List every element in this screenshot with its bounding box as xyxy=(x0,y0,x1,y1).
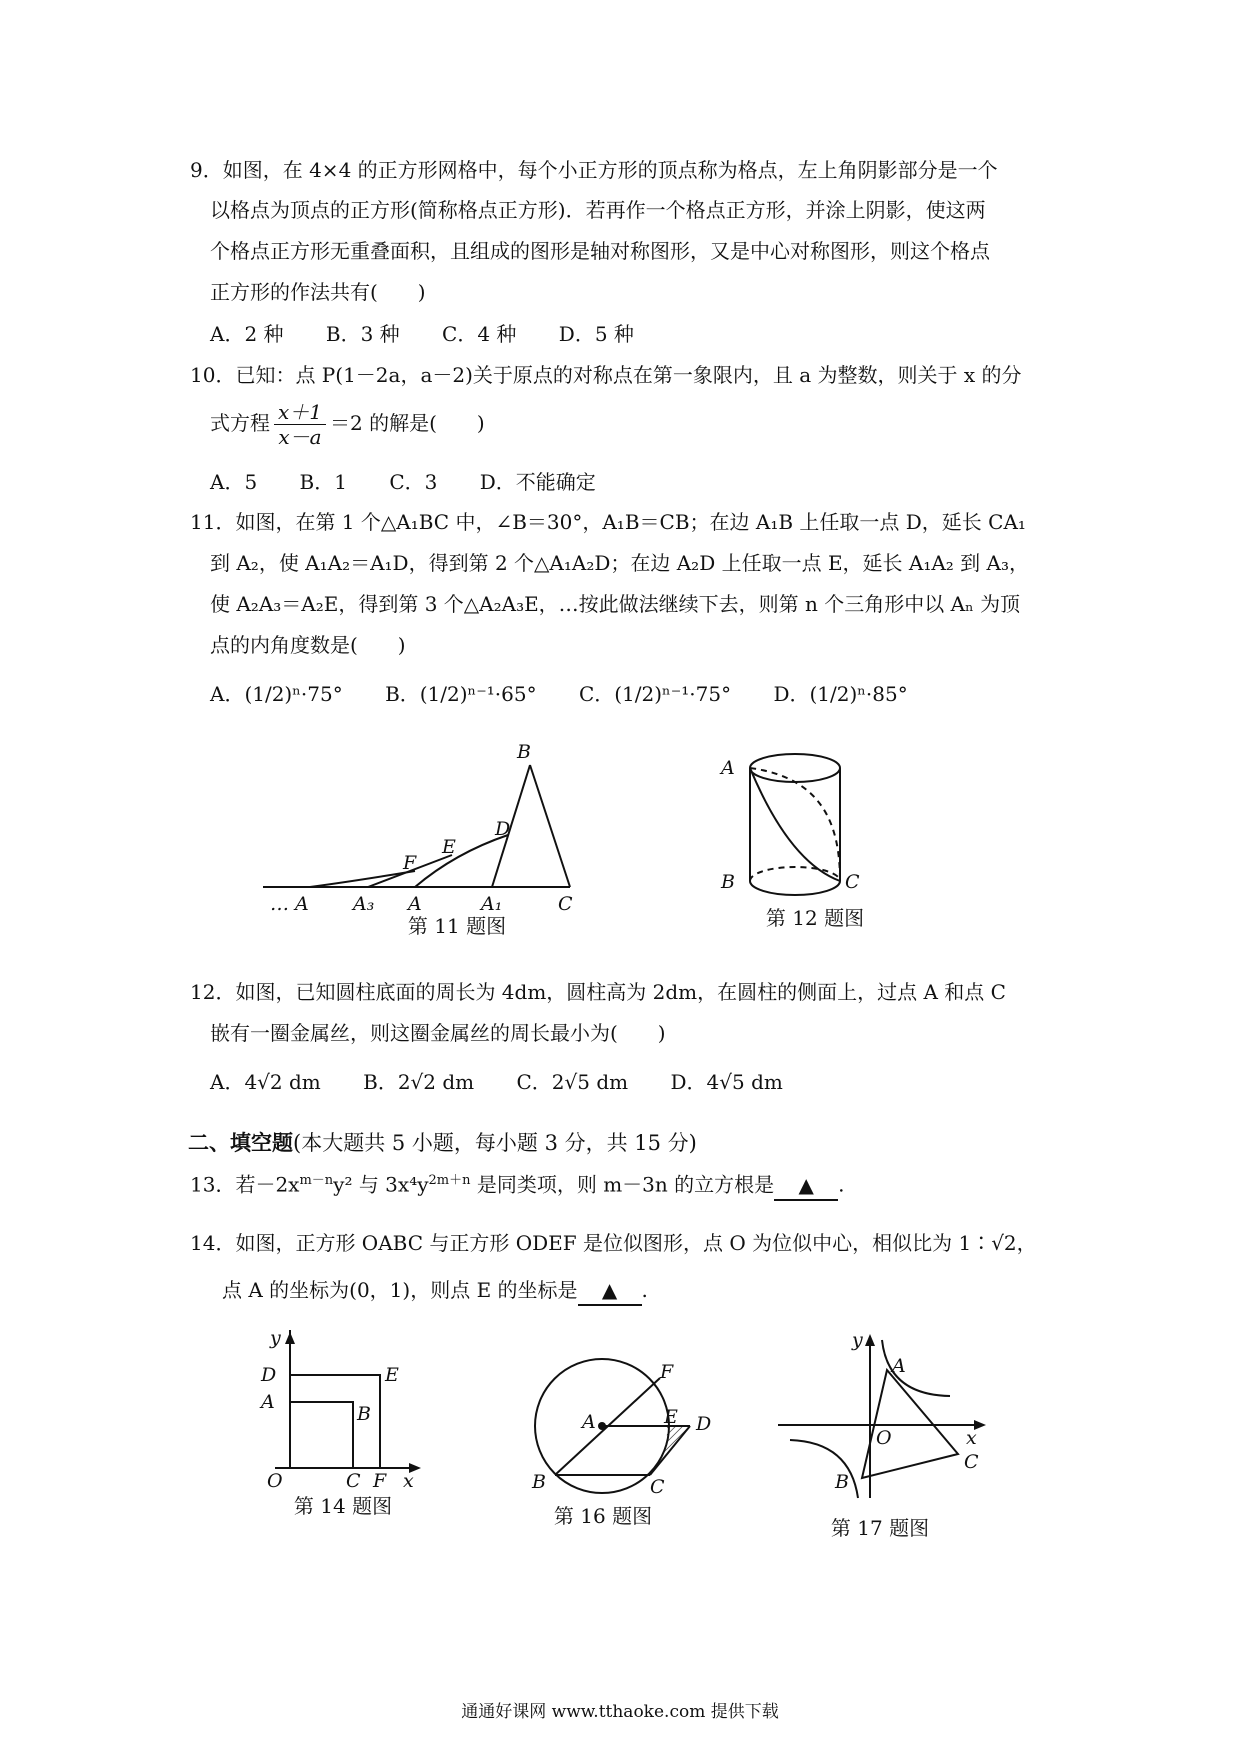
fig12-label-b: B xyxy=(721,871,735,893)
fig16-label-c: C xyxy=(650,1476,665,1498)
fig16-label-d: D xyxy=(696,1413,712,1435)
q9-line-1: 9．如图，在 4×4 的正方形网格中，每个小正方形的顶点称为格点，左上角阴影部分是一个 xyxy=(190,158,998,182)
fig14-label-o: O xyxy=(267,1470,283,1490)
fig14-label-a: A xyxy=(261,1391,275,1413)
q9-line-4: 正方形的作法共有( ) xyxy=(210,280,426,304)
fig11-label-a1: A₁ xyxy=(481,893,503,915)
section-2-heading xyxy=(188,1127,697,1157)
fig11-label-c: C xyxy=(558,893,573,915)
q11-line-2: 到 A₂，使 A₁A₂＝A₁D，得到第 2 个△A₁A₂D；在边 A₂D 上任取一点 E，延长 A₁A₂ 到 A₃， xyxy=(210,551,1029,575)
fig17-caption: 第 17 题图 xyxy=(830,1516,930,1540)
q10-option-b: B．1 xyxy=(299,470,347,494)
q13-line xyxy=(190,1167,845,1201)
q9-option-b: B．3 种 xyxy=(325,322,400,346)
q10-option-a: A．5 xyxy=(210,470,258,494)
q11-option-d: D．(1/2)ⁿ·85° xyxy=(773,682,908,706)
q14-line-1: 14．如图，正方形 OABC 与正方形 ODEF 是位似图形，点 O 为位似中心，相似比为 1∶√2， xyxy=(190,1231,1037,1255)
fig11-label-e: E xyxy=(442,836,456,858)
fig11-label-f: F xyxy=(403,852,417,874)
q13-text-b: y² 与 3x⁴y xyxy=(333,1172,429,1197)
fig11-side-fa xyxy=(310,871,415,887)
q12-option-d: D．4√5 dm xyxy=(670,1070,783,1094)
fig14-square-oabc xyxy=(290,1402,353,1468)
fig11-caption: 第 11 题图 xyxy=(407,914,507,938)
fig17-label-c: C xyxy=(964,1451,979,1473)
fig14-label-c: C xyxy=(346,1470,361,1490)
q10-text-b: ＝2 的解是( ) xyxy=(330,411,485,435)
fig14-label-y: y xyxy=(270,1330,281,1349)
fig12-wire-front xyxy=(750,768,840,881)
fig12-wire-back xyxy=(750,768,840,881)
fig17-label-b: B xyxy=(835,1471,849,1493)
fig16-label-e: E xyxy=(664,1406,678,1428)
q12-line-1: 12．如图，已知圆柱底面的周长为 4dm，圆柱高为 2dm，在圆柱的侧面上，过点 A 和点 C xyxy=(190,980,1006,1004)
q14-line-2 xyxy=(222,1276,648,1306)
page-footer: 通通好课网 www.tthaoke.com 提供下载 xyxy=(461,1702,779,1722)
figure-16 xyxy=(520,1348,725,1503)
fig14-label-x: x xyxy=(403,1470,414,1490)
section-2-note: (本大题共 5 小题，每小题 3 分，共 15 分) xyxy=(293,1131,697,1155)
q13-text-a: 13．若－2x xyxy=(190,1172,300,1197)
fig11-label-a-dots: … A xyxy=(270,893,309,915)
figure-14 xyxy=(255,1330,430,1490)
fig17-label-a: A xyxy=(892,1355,906,1377)
q10-numerator: x＋1 xyxy=(274,400,326,425)
fig16-caption: 第 16 题图 xyxy=(553,1504,653,1528)
q13-exponent-1: m－n xyxy=(299,1173,334,1188)
q9-option-a: A．2 种 xyxy=(210,322,284,346)
fig11-side-bc xyxy=(530,765,570,887)
fig14-label-b: B xyxy=(357,1403,371,1425)
q11-options xyxy=(210,680,944,708)
q9-line-2: 以格点为顶点的正方形(简称格点正方形)．若再作一个格点正方形，并涂上阴影，使这两 xyxy=(210,198,986,222)
q14-answer-blank: ▲ xyxy=(578,1276,642,1306)
fig12-label-a: A xyxy=(721,757,735,779)
q10-denominator: x－a xyxy=(278,425,322,449)
fig16-label-f: F xyxy=(660,1361,674,1383)
fig17-label-x: x xyxy=(966,1427,977,1449)
fig17-label-y: y xyxy=(852,1330,863,1351)
q9-options xyxy=(210,320,670,348)
q11-option-b: B．(1/2)ⁿ⁻¹·65° xyxy=(385,682,537,706)
q11-line-1: 11．如图，在第 1 个△A₁BC 中，∠B＝30°，A₁B＝CB；在边 A₁B 上任取一点 D，延长 CA₁ xyxy=(190,510,1026,534)
fig17-label-o: O xyxy=(876,1427,892,1449)
q11-option-c: C．(1/2)ⁿ⁻¹·75° xyxy=(578,682,732,706)
fig16-label-b: B xyxy=(532,1471,546,1493)
fig12-label-c: C xyxy=(845,871,860,893)
q12-line-2: 嵌有一圈金属丝，则这圈金属丝的周长最小为( ) xyxy=(210,1021,666,1045)
q10-fraction xyxy=(274,400,326,449)
q11-line-4: 点的内角度数是( ) xyxy=(210,633,406,657)
q9-line-3: 个格点正方形无重叠面积，且组成的图形是轴对称图形，又是中心对称图形，则这个格点 xyxy=(210,239,990,263)
fig11-label-d: D xyxy=(495,818,511,840)
q9-option-c: C．4 种 xyxy=(442,322,517,346)
fig12-bottom-front xyxy=(750,881,840,895)
fig16-center-point xyxy=(598,1422,606,1430)
fig11-label-b: B xyxy=(517,741,531,763)
q10-option-c: C．3 xyxy=(389,470,438,494)
q12-options xyxy=(210,1068,819,1096)
q10-option-d: D．不能确定 xyxy=(479,470,596,494)
section-2-title: 二、填空题 xyxy=(188,1131,293,1155)
q10-line-2 xyxy=(210,400,485,449)
fig11-label-a: A xyxy=(408,893,422,915)
q13-exponent-2: 2m＋n xyxy=(428,1173,471,1188)
q14-end: . xyxy=(641,1278,648,1302)
q13-text-c: 是同类项，则 m－3n 的立方根是 xyxy=(470,1172,775,1197)
q13-end: . xyxy=(838,1172,845,1197)
fig16-label-a: A xyxy=(582,1411,596,1433)
q11-option-a: A．(1/2)ⁿ·75° xyxy=(210,682,343,706)
fig14-y-arrow xyxy=(285,1332,295,1344)
q10-line-1: 10．已知：点 P(1－2a，a－2)关于原点的对称点在第一象限内，且 a 为整数，则关于 x 的分 xyxy=(190,363,1022,387)
fig14-caption: 第 14 题图 xyxy=(293,1494,393,1518)
q10-options xyxy=(210,468,632,496)
q12-option-b: B．2√2 dm xyxy=(363,1070,475,1094)
fig14-label-e: E xyxy=(385,1364,399,1386)
q14-text-a: 点 A 的坐标为(0，1)，则点 E 的坐标是 xyxy=(222,1278,578,1302)
fig12-top-ellipse xyxy=(750,754,840,782)
q11-line-3: 使 A₂A₃＝A₂E，得到第 3 个△A₂A₃E，…按此做法继续下去，则第 n 个三角形中以 Aₙ 为顶 xyxy=(210,592,1021,616)
fig17-y-arrow xyxy=(865,1334,875,1346)
figure-11 xyxy=(255,735,595,915)
figure-12 xyxy=(715,748,865,908)
q9-option-d: D．5 种 xyxy=(558,322,634,346)
q12-option-c: C．2√5 dm xyxy=(516,1070,629,1094)
fig11-label-a3: A₃ xyxy=(353,893,375,915)
fig14-label-d: D xyxy=(261,1364,277,1386)
fig14-label-f: F xyxy=(373,1470,387,1490)
q12-option-a: A．4√2 dm xyxy=(210,1070,321,1094)
q13-answer-blank: ▲ xyxy=(774,1171,838,1201)
q10-text-a: 式方程 xyxy=(210,411,270,435)
fig12-caption: 第 12 题图 xyxy=(765,906,865,930)
figure-17 xyxy=(770,1330,990,1505)
